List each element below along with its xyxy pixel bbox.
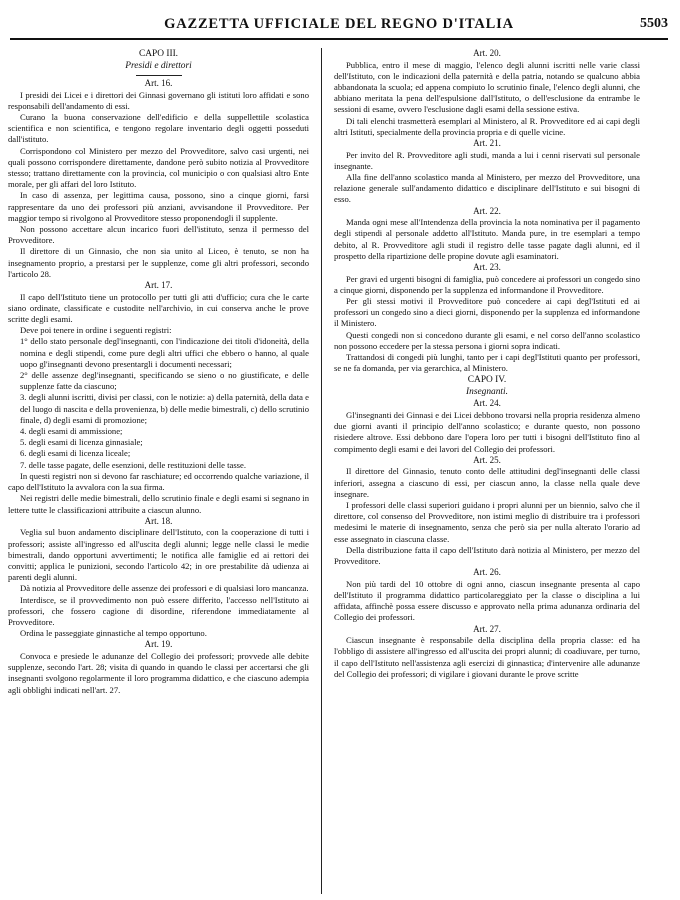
left-column: [8, 48, 309, 696]
gazette-title: GAZZETTA UFFICIALE DEL REGNO D'ITALIA: [164, 16, 514, 32]
chapter-subtitle: Insegnanti.: [466, 387, 508, 398]
paragraph: Della distribuzione fatta il capo dell'Istituto darà notizia al Ministero, per mezzo del Provveditore.: [334, 544, 640, 567]
paragraph: Curano la buona conservazione dell'edificio e della suppellettile scolastica scientifica e non scientifica, e tengono regolare inventario degli oggetti posseduti dall'istituto.: [8, 112, 309, 145]
paragraph: I professori delle classi superiori guidano i propri alunni per un biennio, salvo che il direttore, col consenso del Provveditore, non istimi meglio di distribuire tra i professori medesimi le materie di insegnamento, senza che però sia per nulla alterato l'orario ad esse assegnato in ciascuna classe.: [334, 500, 640, 544]
page-header: [10, 12, 668, 40]
article-heading: Art. 27.: [473, 623, 501, 634]
paragraph: In questi registri non si devono far raschiature; ed occorrendo qualche variazione, il capo dell'Istituto la avvalora con la sua firma.: [8, 470, 309, 493]
paragraph: Corrispondono col Ministero per mezzo del Provveditore, salvo casi urgenti, nei quali possono corrispondere direttamente, dandone però subito notizia al Provveditore stesso; trattano direttamente con la provincia, col municipio o con qualsiasi altro Ente morale, per gli affari del loro Istituto.: [8, 145, 309, 190]
paragraph: Nei registri delle medie bimestrali, dello scrutinio finale e degli esami si segnano in lettere tutte le classificazioni attribuite a ciascun alunno.: [8, 493, 309, 515]
paragraph: Deve poi tenere in ordine i seguenti registri:: [20, 325, 172, 336]
article-heading: Art. 22.: [473, 205, 501, 216]
article-heading: Art. 26.: [473, 567, 501, 578]
paragraph: I presidi dei Licei e i direttori dei Ginnasi governano gli istituti loro affidati e sono responsabili dell'andamento di essi.: [8, 89, 309, 111]
paragraph: In caso di assenza, per legittima causa, possono, sino a cinque giorni, farsi rappresentare da uno dei professori più anziani, avvisandone il Provveditore. Per maggior tempo si rivolgono al Provveditore stesso proponendogli il supplente.: [8, 190, 309, 223]
article-heading: Art. 16.: [144, 78, 173, 88]
article-heading: Art. 17.: [144, 280, 173, 291]
section-rule: [136, 75, 182, 76]
right-column: [334, 48, 640, 680]
paragraph: Alla fine dell'anno scolastico manda al Ministero, per mezzo del Provveditore, una relazione generale sull'andamento didattico e disciplinare dell'Istituto e sui bisogni di esso.: [334, 172, 640, 205]
column-divider: [321, 48, 322, 894]
paragraph: Per gravi ed urgenti bisogni di famiglia, può concedere ai professori un congedo sino a cinque giorni, disponendo per la supplenza ed informandone il Provveditore.: [334, 273, 640, 295]
list-item: 6. degli esami di licenza liceale;: [20, 448, 131, 459]
list-item: 4. degli esami di ammissione;: [20, 426, 123, 437]
chapter-heading: CAPO III.: [138, 49, 179, 59]
article-heading: Art. 21.: [473, 138, 501, 149]
paragraph: Non più tardi del 10 ottobre di ogni anno, ciascun insegnante presenta al capo dell'Istituto il programma didattico particolareggiato per la classe o disciplina a lui affidata, affinchè possa essere discusso e approvato nella prima adunanza ordinaria del Collegio dei professori.: [334, 578, 640, 623]
paragraph: Dà notizia al Provveditore delle assenze dei professori e di qualsiasi loro mancanza.: [20, 583, 309, 594]
list-item: 3. degli alunni iscritti, divisi per classi, con le notizie: a) della paternità, della data e del luogo di nascita e della provenienza, b) delle medie bimestrali, c) dello scrutinio finale, d) degli esami di promozione;: [20, 392, 309, 425]
paragraph: Non possono accettare alcun incarico fuori dell'istituto, senza il permesso del Provveditore.: [8, 224, 309, 246]
article-heading: Art. 18.: [144, 515, 173, 526]
paragraph: Per invito del R. Provveditore agli studi, manda a lui i cenni riservati sul personale insegnante.: [334, 149, 640, 171]
paragraph: Per gli stessi motivi il Provveditore può concedere ai capi degl'Istituti ed ai professori un congedo sino a dieci giorni, disponendo per la supplenza ed informandone il Ministero.: [334, 296, 640, 329]
paragraph: Pubblica, entro il mese di maggio, l'elenco degli alunni iscritti nelle varie classi dell'Istituto, con le indicazioni della paternità e della patria, notando se qualcuno abbia abbandonata la scuola; ed appena compiuto lo scrutinio finale, l'elenco degli alunni, che abbiano meritata la pena dell'espulsione dall'Istituto, o dell'esclusione da entrambe le sessioni di esame, ovvero l'esclusione dagli esami della sessione estiva.: [334, 59, 640, 115]
paragraph: Ciascun insegnante è responsabile della disciplina della propria classe: ed ha l'obbligo di assistere all'ingresso ed all'uscita dei propri alunni; di coadiuvare, per turno, il capo dell'Istituto nell'assistenza agli esercizi di ginnastica; d'intervenire alle adunanze del Collegio dei professori; di vigilare i giovani durante le prove scritte: [334, 635, 640, 679]
article-heading: Art. 24.: [473, 398, 501, 409]
paragraph: Gl'insegnanti dei Ginnasi e dei Licei debbono trovarsi nella propria residenza almeno due giorni avanti il principio dell'anno scolastico; e durante questo, non possono risiedere altrove. Essi debbono dare l'opera loro per tutti i bisogni dell'Istituto fino al compimento degli esami e dei lavori del Collegio dei professori.: [334, 410, 640, 454]
article-heading: Art. 23.: [473, 262, 501, 273]
page-number: 5503: [640, 16, 668, 31]
list-item: 2° delle assenze degl'insegnanti, specificando se sieno o no giustificate, e delle supplenze fatte da ciascuno;: [20, 370, 309, 392]
paragraph: Il direttore di un Ginnasio, che non sia unito al Liceo, è tenuto, se non ha insegnamento proprio, a prestarsi per le supplenze, come gli altri professori, secondo l'articolo 28.: [8, 246, 309, 279]
paragraph: Trattandosi di congedi più lunghi, tanto per i capi degl'Istituti quanto per professori, se ne fa domanda, per via gerarchica, al Ministero.: [334, 352, 640, 374]
paragraph: Di tali elenchi trasmetterà esemplari al Ministero, al R. Provveditore ed ai capi degli altri Istituti, specialmente della provincia propria e di quelle vicine.: [334, 115, 640, 137]
paragraph: Ordina le passeggiate ginnastiche al tempo opportuno.: [20, 628, 207, 639]
article-heading: Art. 19.: [144, 639, 173, 650]
paragraph: Interdisce, se il provvedimento non può essere differito, l'accesso nell'Istituto ai professori, che fossero cagione di disordine, riferendone immediatamente al Provveditore.: [8, 594, 309, 627]
list-item: 7. delle tasse pagate, delle esenzioni, delle restituzioni delle tasse.: [20, 459, 246, 470]
article-heading: Art. 20.: [473, 48, 501, 58]
paragraph: Manda ogni mese all'Intendenza della provincia la nota nominativa per il pagamento degli stipendi al personale addetto all'Istituto. Manda pure, in tre esemplari a tempo debito, al R. Provveditore agli studi il registro delle tasse pagate dagli alunni, ed il prospetto della ripartizione delle propine dovute agli esaminatori.: [334, 217, 640, 261]
paragraph: Il capo dell'Istituto tiene un protocollo per tutti gli atti d'ufficio; cura che le carte siano ordinate, classificate e custodite nell'archivio, in cui conserva anche le prove scritte degli esami.: [8, 291, 309, 325]
chapter-subtitle: Presidi e direttori: [125, 61, 192, 71]
list-item: 1° dello stato personale degl'insegnanti, con l'indicazione dei titoli d'idoneità, della nomina e degli stipendi, come pure degli altri uffici che ebbero o hanno, al quale uopo gl'insegnanti devono presentargli i documenti necessari;: [20, 336, 309, 369]
article-heading: Art. 25.: [473, 454, 501, 465]
paragraph: Il direttore del Ginnasio, tenuto conto delle attitudini degl'insegnanti delle classi inferiori, assegna a ciascuno di essi, per ciascun anno, la classe nella quale deve insegnare.: [334, 466, 640, 499]
chapter-heading: CAPO IV.: [467, 375, 507, 386]
list-item: 5. degli esami di licenza ginnasiale;: [20, 437, 143, 448]
paragraph: Questi congedi non si concedono durante gli esami, e nel corso dell'anno scolastico non possono eccedere per la stessa persona i giorni sopra indicati.: [334, 329, 640, 351]
paragraph: Convoca e presiede le adunanze del Collegio dei professori; provvede alle debite supplenze, secondo l'art. 28; visita di quando in quando le classi per accertarsi che gli insegnanti svolgono regolarmente il loro programma didattico, e che ciascuno adempia agli obblighi indicati nell'art. 27.: [8, 650, 309, 695]
paragraph: Veglia sul buon andamento disciplinare dell'Istituto, con la cooperazione di tutti i professori; assiste all'ingresso ed all'uscita degli alunni; legge nelle classi le medie bimestrali, dando opportuni avvertimenti; le notifica alle famiglie ed ai rettori dei convitti; applica le punizioni, secondo l'articolo 42; in ore prestabilite dà udienza ai parenti degli alunni.: [8, 527, 309, 583]
